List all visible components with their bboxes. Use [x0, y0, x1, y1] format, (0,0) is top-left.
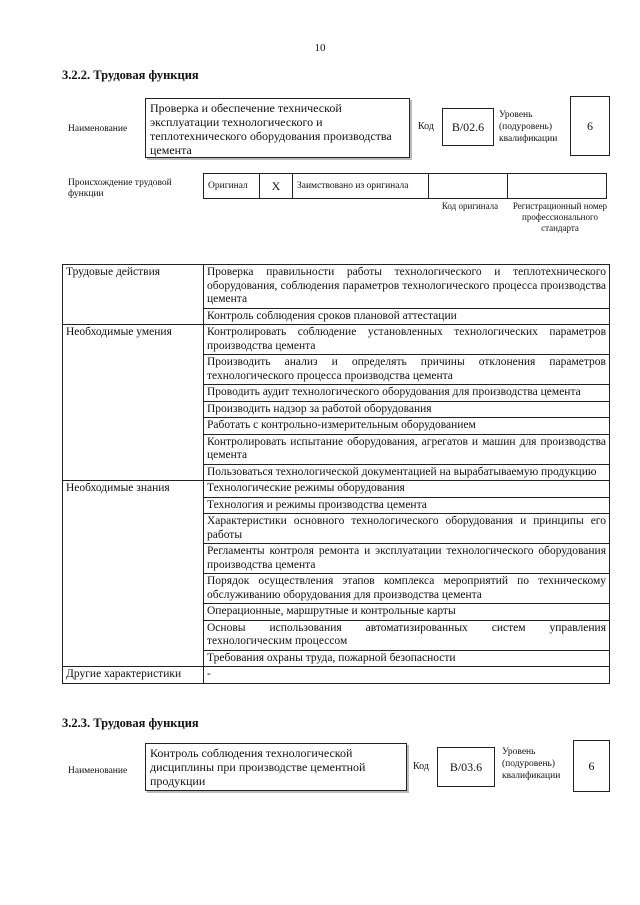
row-text: Пользоваться технологической документацией на вырабатываемую продукцию — [204, 464, 610, 481]
code-label: Код — [418, 121, 434, 132]
reg-number-label: Регистрационный номер профессионального стандарта — [512, 201, 608, 233]
code-label-2: Код — [413, 761, 429, 772]
row-text: Технологические режимы оборудования — [204, 481, 610, 498]
row-text: Характеристики основного технологического оборудования и принципы его работы — [204, 514, 610, 544]
code-value: B/02.6 — [442, 108, 494, 146]
row-category: Трудовые действия — [63, 265, 204, 325]
page-number: 10 — [314, 42, 326, 54]
row-text: Технология и режимы производства цемента — [204, 497, 610, 514]
row-text: Операционные, маршрутные и контрольные карты — [204, 604, 610, 621]
table-row — [63, 481, 610, 498]
row-text: Проверка правильности работы технологического и теплотехнического оборудования, соблюдения параметров технологического процесса производства цемента — [204, 265, 610, 309]
level-label-2: Уровень (подуровень) квалификации — [502, 747, 561, 781]
table-row — [63, 265, 610, 309]
table-row — [63, 325, 610, 355]
function-name-box: Проверка и обеспечение технической эксплуатации технологического и теплотехнического оборудования производства цемента — [145, 98, 410, 158]
row-text: Контроль соблюдения сроков плановой аттестации — [204, 308, 610, 325]
level-value-2: 6 — [573, 740, 610, 792]
function-name-box-2: Контроль соблюдения технологической дисциплины при производстве цементной продукции — [145, 743, 407, 791]
table-row — [63, 667, 610, 684]
origin-row — [203, 173, 607, 199]
row-text: Проводить аудит технологического оборудования для производства цемента — [204, 385, 610, 402]
row-text: Порядок осуществления этапов комплекса мероприятий по техническому обслуживанию оборудования для производства цемента — [204, 574, 610, 604]
code-value-2: B/03.6 — [437, 747, 495, 787]
code-original-label: Код оригинала — [441, 201, 499, 211]
name-label-2: Наименование — [68, 766, 128, 776]
code-original-cell — [428, 173, 508, 199]
original-mark: X — [259, 173, 293, 199]
level-label: Уровень (подуровень) квалификации — [499, 110, 558, 144]
original-cell: Оригинал — [203, 173, 260, 199]
borrowed-cell: Заимствовано из оригинала — [292, 173, 429, 199]
row-text: Контролировать испытание оборудования, агрегатов и машин для производства цемента — [204, 434, 610, 464]
row-category: Необходимые знания — [63, 481, 204, 667]
row-text: Работать с контрольно-измерительным оборудованием — [204, 418, 610, 435]
row-text: Регламенты контроля ремонта и эксплуатации технологического оборудования производства цемента — [204, 544, 610, 574]
row-category: Другие характеристики — [63, 667, 204, 684]
row-category: Необходимые умения — [63, 325, 204, 481]
row-text: Производить надзор за работой оборудования — [204, 401, 610, 418]
function-details-table — [62, 264, 610, 684]
section-title-323: 3.2.3. Трудовая функция — [62, 716, 199, 730]
row-text: Основы использования автоматизированных систем управления технологическим процессом — [204, 620, 610, 650]
level-value: 6 — [570, 96, 610, 156]
row-text: Требования охраны труда, пожарной безопасности — [204, 650, 610, 667]
reg-number-cell — [507, 173, 607, 199]
section-title-322: 3.2.2. Трудовая функция — [62, 68, 199, 82]
origin-label: Происхождение трудовой функции — [68, 178, 172, 199]
row-text: Производить анализ и определять причины отклонения параметров технологического процесса производства цемента — [204, 355, 610, 385]
row-text: Контролировать соблюдение установленных технологических параметров производства цемента — [204, 325, 610, 355]
name-label: Наименование — [68, 124, 128, 134]
row-text: - — [204, 667, 610, 684]
